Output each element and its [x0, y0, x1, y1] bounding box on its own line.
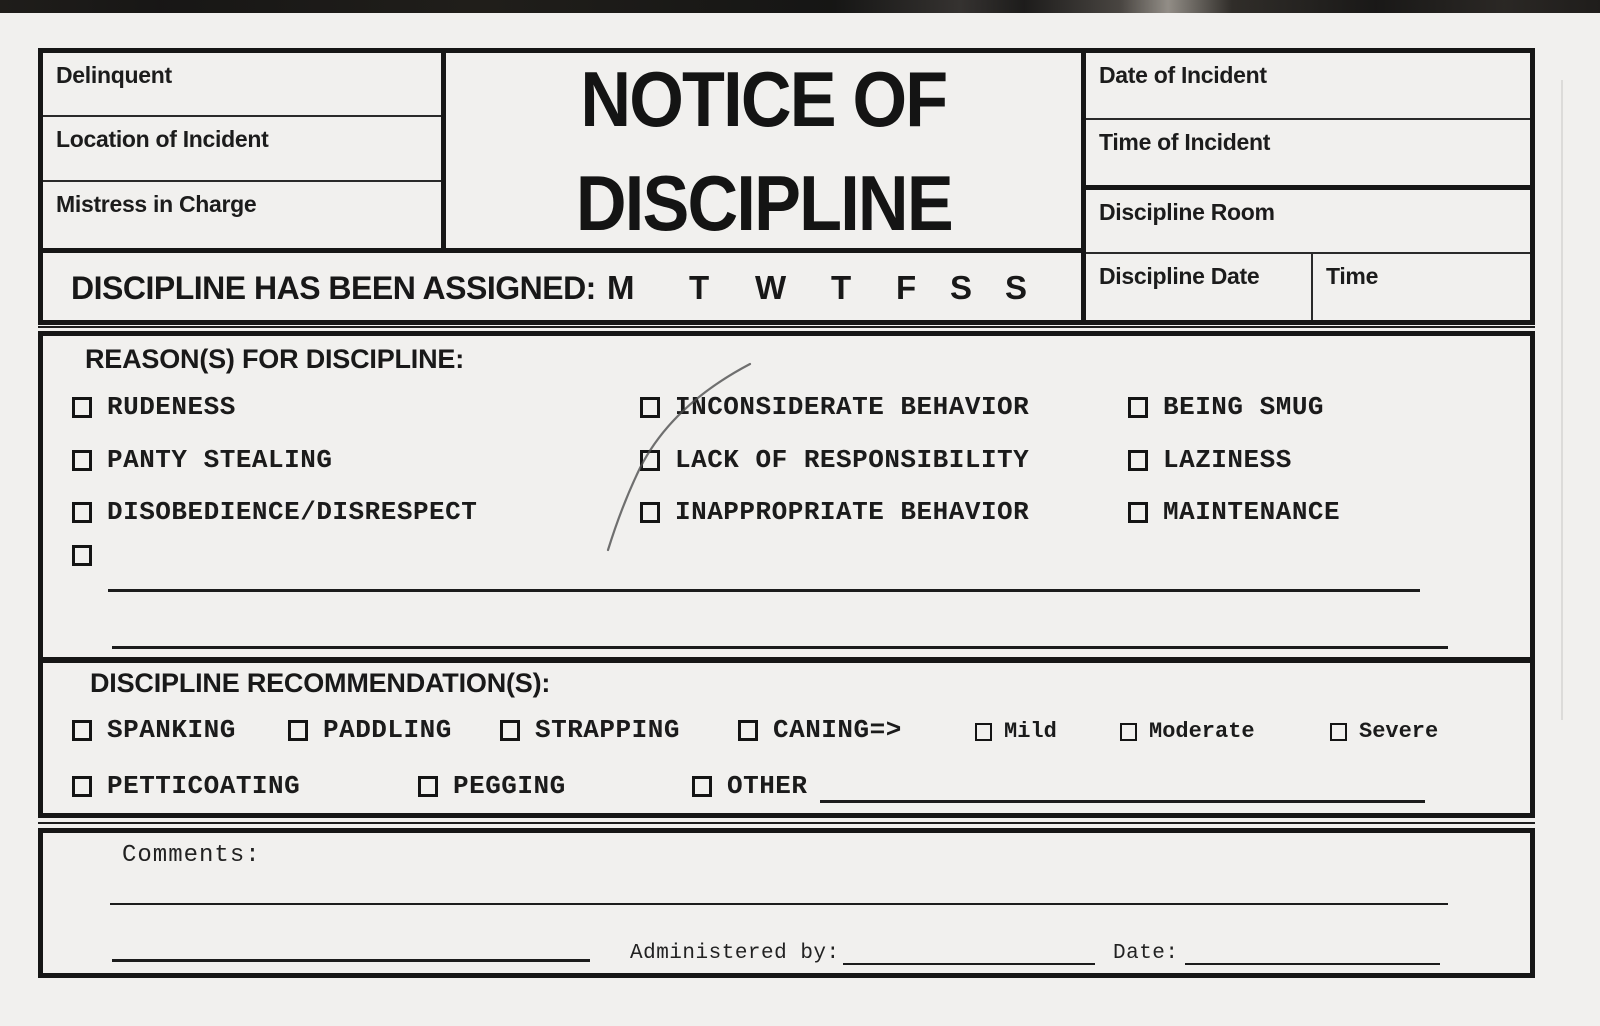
- checkbox-laziness[interactable]: [1128, 450, 1148, 471]
- signature-line[interactable]: [112, 959, 590, 962]
- checkbox-maintenance[interactable]: [1128, 502, 1148, 523]
- reason-label: LAZINESS: [1163, 445, 1292, 475]
- date-label: Date:: [1113, 942, 1179, 965]
- recommendation-label: PEGGING: [453, 771, 566, 801]
- checkbox-caning[interactable]: [738, 720, 758, 741]
- reasons-extra-writein-line[interactable]: [112, 646, 1448, 649]
- divider-line: [38, 326, 1535, 328]
- recommendation-label: OTHER: [727, 771, 808, 801]
- checkbox-lack-of-responsibility[interactable]: [640, 450, 660, 471]
- day-friday[interactable]: F: [896, 269, 917, 306]
- time-of-incident-field[interactable]: [1086, 120, 1530, 180]
- checkbox-paddling[interactable]: [288, 720, 308, 741]
- reason-label: INCONSIDERATE BEHAVIOR: [675, 392, 1030, 422]
- checkbox-rudeness[interactable]: [72, 397, 92, 418]
- reason-label: INAPPROPRIATE BEHAVIOR: [675, 497, 1030, 527]
- reason-other-writein-line[interactable]: [108, 589, 1420, 592]
- checkbox-inconsiderate-behavior[interactable]: [640, 397, 660, 418]
- checkbox-petticoating[interactable]: [72, 776, 92, 797]
- delinquent-label: Delinquent: [56, 62, 172, 88]
- comments-label: Comments:: [122, 842, 261, 869]
- date-of-incident-field[interactable]: [1086, 53, 1530, 120]
- location-of-incident-field[interactable]: [43, 117, 441, 182]
- recommendations-heading: DISCIPLINE RECOMMENDATION(S):: [90, 668, 551, 698]
- reason-label: BEING SMUG: [1163, 392, 1325, 422]
- mistress-in-charge-label: Mistress in Charge: [56, 191, 257, 217]
- recommendation-label: PETTICOATING: [107, 771, 301, 801]
- administered-by-line[interactable]: [843, 963, 1095, 965]
- recommendation-label: CANING=>: [773, 715, 902, 745]
- severity-label: Severe: [1359, 719, 1439, 744]
- reason-label: RUDENESS: [107, 392, 236, 422]
- scan-artifact-top: [0, 0, 1600, 13]
- delinquent-field[interactable]: [43, 53, 441, 117]
- day-thursday[interactable]: T: [831, 269, 852, 306]
- divider-line: [38, 822, 1535, 824]
- page-title-line1: NOTICE OF: [580, 54, 947, 143]
- checkbox-inappropriate-behavior[interactable]: [640, 502, 660, 523]
- discipline-date-field[interactable]: [1086, 254, 1313, 320]
- discipline-time-field[interactable]: [1313, 254, 1530, 320]
- checkbox-mild[interactable]: [975, 723, 992, 741]
- discipline-room-label: Discipline Room: [1099, 199, 1275, 225]
- other-writein-line[interactable]: [820, 800, 1425, 803]
- checkbox-spanking[interactable]: [72, 720, 92, 741]
- checkbox-panty-stealing[interactable]: [72, 450, 92, 471]
- severity-label: Mild: [1004, 719, 1057, 744]
- recommendation-label: STRAPPING: [535, 715, 680, 745]
- scan-artifact-line: [1561, 80, 1563, 720]
- form-title-box: [441, 48, 1086, 253]
- day-monday[interactable]: M: [607, 269, 635, 306]
- checkbox-being-smug[interactable]: [1128, 397, 1148, 418]
- discipline-date-label: Discipline Date: [1099, 263, 1260, 289]
- day-sunday[interactable]: S: [1005, 269, 1028, 306]
- recommendation-label: SPANKING: [107, 715, 236, 745]
- checkbox-pegging[interactable]: [418, 776, 438, 797]
- checkbox-disobedience-disrespect[interactable]: [72, 502, 92, 523]
- day-tuesday[interactable]: T: [689, 269, 710, 306]
- checkbox-reason-other[interactable]: [72, 545, 92, 566]
- page-title-line2: DISCIPLINE: [575, 158, 952, 247]
- discipline-assigned-label: DISCIPLINE HAS BEEN ASSIGNED:: [71, 270, 596, 306]
- reason-label: DISOBEDIENCE/DISRESPECT: [107, 497, 478, 527]
- reasons-heading: REASON(S) FOR DISCIPLINE:: [85, 344, 465, 374]
- location-of-incident-label: Location of Incident: [56, 126, 269, 152]
- date-line[interactable]: [1185, 963, 1440, 965]
- mistress-in-charge-field[interactable]: [43, 182, 441, 246]
- administered-by-label: Administered by:: [630, 942, 840, 965]
- reason-label: PANTY STEALING: [107, 445, 333, 475]
- comments-writein-line[interactable]: [110, 903, 1448, 905]
- checkbox-other[interactable]: [692, 776, 712, 797]
- checkbox-moderate[interactable]: [1120, 723, 1137, 741]
- discipline-assigned-row: [38, 248, 1086, 325]
- reason-label: LACK OF RESPONSIBILITY: [675, 445, 1030, 475]
- discipline-schedule-box: [1081, 185, 1535, 325]
- reason-label: MAINTENANCE: [1163, 497, 1341, 527]
- recommendation-label: PADDLING: [323, 715, 452, 745]
- checkbox-severe[interactable]: [1330, 723, 1347, 741]
- incident-datetime-box: [1081, 48, 1535, 190]
- incident-info-left-box: [38, 48, 446, 253]
- severity-label: Moderate: [1149, 719, 1255, 744]
- day-saturday[interactable]: S: [950, 269, 973, 306]
- time-of-incident-label: Time of Incident: [1099, 129, 1271, 155]
- discipline-time-label: Time: [1326, 263, 1379, 289]
- date-of-incident-label: Date of Incident: [1099, 62, 1267, 88]
- day-wednesday[interactable]: W: [755, 269, 787, 306]
- discipline-room-field[interactable]: [1086, 190, 1530, 254]
- checkbox-strapping[interactable]: [500, 720, 520, 741]
